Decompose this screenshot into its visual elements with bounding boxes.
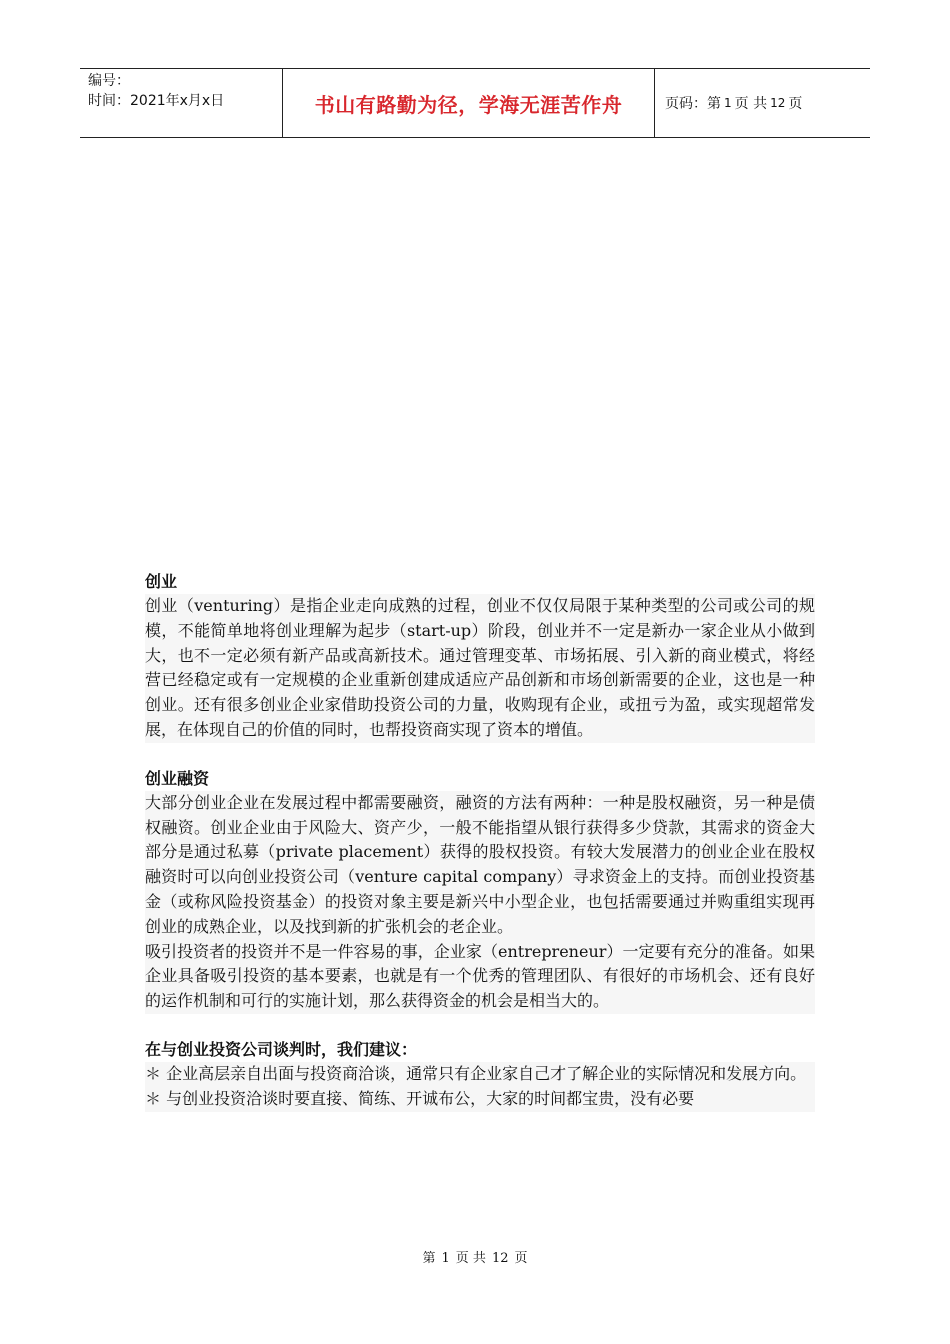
header-page-info xyxy=(655,69,870,137)
bullet-item: ＊ 企业高层亲自出面与投资商洽谈，通常只有企业家自己才了解企业的实际情况和发展方向。 xyxy=(145,1062,815,1087)
document-date: 时间：2021年x月x日 xyxy=(88,93,225,109)
paragraph-financing-2: 吸引投资者的投资并不是一件容易的事，企业家（entrepreneur）一定要有充分的准备。如果企业具备吸引投资的基本要素，也就是有一个优秀的管理团队、有很好的市场机会、还有良好的运作机制和可行的实施计划，那么获得资金的机会是相当大的。 xyxy=(145,940,815,1014)
section-title-venturing: 创业 xyxy=(145,572,178,591)
page-suffix: 页 xyxy=(788,96,803,112)
page-current: 1 xyxy=(724,96,732,110)
header-table xyxy=(80,68,870,138)
page-prefix: 页码：第 xyxy=(665,96,721,112)
paragraph-venturing: 创业（venturing）是指企业走向成熟的过程，创业不仅仅局限于某种类型的公司或公司的规模，不能简单地将创业理解为起步（start-up）阶段，创业并不一定是新办一家企业从小做到大，也不一定必须有新产品或高新技术。通过管理变革、市场拓展、引入新的商业模式，将经营已经稳定或有一定规模的企业重新创建成适应产品创新和市场创新需要的企业，这也是一种创业。还有很多创业企业家借助投资公司的力量，收购现有企业，或扭亏为盈，或实现超常发展，在体现自己的价值的同时，也帮投资商实现了资本的增值。 xyxy=(145,594,815,743)
document-body xyxy=(145,570,815,1112)
paragraph-financing-1: 大部分创业企业在发展过程中都需要融资，融资的方法有两种：一种是股权融资，另一种是债权融资。创业企业由于风险大、资产少，一般不能指望从银行获得多少贷款，其需求的资金大部分是通过私募（private placement）获得的股权投资。有较大发展潜力的创业企业在股权融资时可以向创业投资公司（venture capital company）寻求资金上的支持。而创业投资基金（或称风险投资基金）的投资对象主要是新兴中小型企业，也包括需要通过并购重组实现再创业的成熟企业，以及找到新的扩张机会的老企业。 xyxy=(145,791,815,940)
document-number-label: 编号： xyxy=(88,73,130,89)
footer-suffix: 页 xyxy=(514,1251,528,1266)
footer-current: 1 xyxy=(441,1251,450,1266)
footer-prefix: 第 xyxy=(422,1251,436,1266)
motto: 书山有路勤为径，学海无涯苦作舟 xyxy=(314,92,623,117)
section-title-financing: 创业融资 xyxy=(145,768,210,788)
bullet-item: ＊ 与创业投资洽谈时要直接、简练、开诚布公，大家的时间都宝贵，没有必要 xyxy=(145,1087,815,1112)
page-footer xyxy=(0,1247,950,1266)
page-total: 12 xyxy=(770,96,786,110)
header-meta xyxy=(80,69,282,137)
page-middle: 页 共 xyxy=(734,96,768,112)
header-motto-cell xyxy=(282,69,655,137)
section-title-negotiation: 在与创业投资公司谈判时，我们建议： xyxy=(145,1039,418,1059)
footer-middle: 页 共 xyxy=(455,1251,486,1266)
footer-total: 12 xyxy=(491,1251,509,1266)
